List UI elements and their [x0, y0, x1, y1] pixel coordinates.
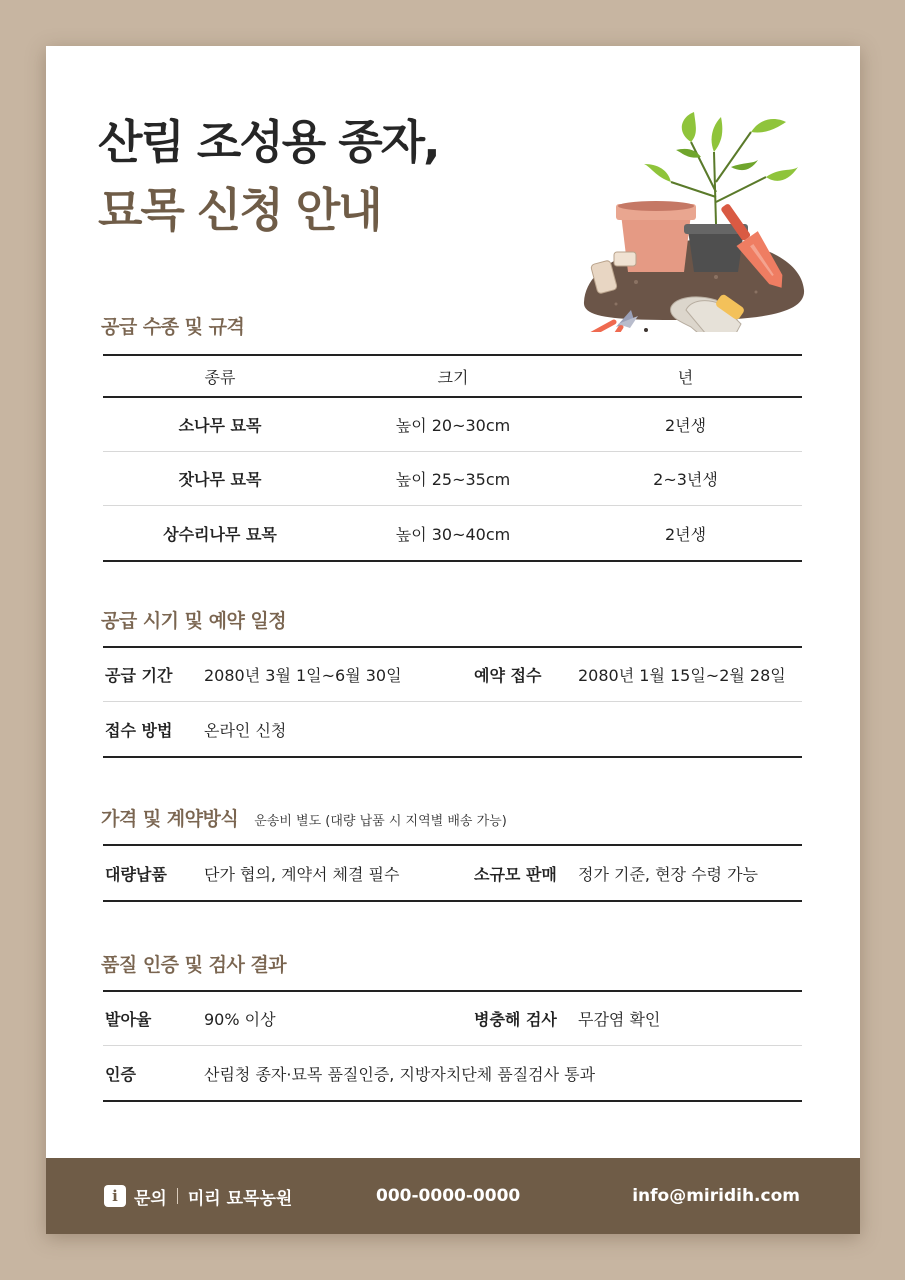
- footer-email: info@miridih.com: [632, 1186, 800, 1206]
- label-cert: 인증: [105, 1064, 136, 1084]
- supply-table: [103, 354, 802, 562]
- value-method: 온라인 신청: [204, 720, 287, 740]
- cell-type: 상수리나무 묘목: [163, 524, 277, 544]
- value-pest: 무감염 확인: [578, 1010, 661, 1029]
- section-title-quality: 품질 인증 및 검사 결과: [101, 954, 287, 976]
- footer-bar: [46, 1158, 860, 1234]
- value-reservation: 2080년 1월 15일~2월 28일: [578, 666, 786, 685]
- org-name: 미리 묘목농원: [187, 1188, 293, 1209]
- label-supply-period: 공급 기간: [105, 666, 173, 685]
- table-row: [103, 846, 802, 900]
- table-row: [103, 506, 802, 560]
- value-bulk: 단가 협의, 계약서 체결 필수: [204, 864, 400, 884]
- section-title-supply: 공급 수종 및 규격: [101, 316, 245, 338]
- price-title-text: 가격 및 계약방식: [101, 808, 239, 830]
- header-type: 종류: [204, 367, 236, 387]
- table-row: [103, 702, 802, 756]
- title-line-1: 산림 조성용 종자,: [98, 115, 439, 169]
- table-row: [103, 452, 802, 506]
- label-pest: 병충해 검사: [474, 1010, 557, 1029]
- page-title: [98, 108, 439, 244]
- cell-age: 2~3년생: [653, 470, 718, 489]
- footer-phone: 000-0000-0000: [376, 1186, 521, 1206]
- footer-divider: [177, 1188, 178, 1204]
- cell-type: 잣나무 묘목: [178, 470, 262, 489]
- label-reservation: 예약 접수: [474, 666, 542, 685]
- label-bulk: 대량납품: [105, 864, 167, 884]
- cell-age: 2년생: [664, 416, 707, 435]
- section-title-schedule: 공급 시기 및 예약 일정: [101, 610, 287, 632]
- value-cert: 산림청 종자·묘목 품질인증, 지방자치단체 품질검사 통과: [204, 1064, 596, 1084]
- label-small: 소규모 판매: [474, 864, 557, 884]
- supply-table-header: [103, 356, 802, 398]
- header-age: 년: [677, 367, 694, 387]
- title-line-2: 묘목 신청 안내: [98, 183, 381, 237]
- label-method: 접수 방법: [105, 720, 173, 740]
- section-title-price: [101, 804, 507, 831]
- header-size: 크기: [437, 367, 469, 387]
- value-supply-period: 2080년 3월 1일~6월 30일: [204, 666, 402, 685]
- table-row: [103, 992, 802, 1046]
- cell-size: 높이 20~30cm: [395, 416, 511, 435]
- price-table: [103, 844, 802, 902]
- label-germination: 발아율: [105, 1010, 152, 1029]
- cell-size: 높이 30~40cm: [395, 524, 511, 544]
- info-icon: i: [104, 1185, 126, 1207]
- value-small: 정가 기준, 현장 수령 가능: [578, 864, 758, 884]
- quality-table: [103, 990, 802, 1102]
- cell-size: 높이 25~35cm: [395, 470, 511, 489]
- cell-age: 2년생: [664, 524, 707, 544]
- table-row: [103, 648, 802, 702]
- cell-type: 소나무 묘목: [178, 416, 262, 435]
- gardening-tools-illustration: [576, 72, 806, 332]
- price-note: 운송비 별도 (대량 납품 시 지역별 배송 가능): [254, 814, 507, 829]
- table-row: [103, 398, 802, 452]
- inquiry-label: 문의: [134, 1188, 167, 1209]
- flyer-sheet: [46, 46, 860, 1234]
- schedule-table: [103, 646, 802, 758]
- value-germination: 90% 이상: [204, 1010, 276, 1029]
- table-row: [103, 1046, 802, 1100]
- footer-inquiry: [104, 1184, 292, 1209]
